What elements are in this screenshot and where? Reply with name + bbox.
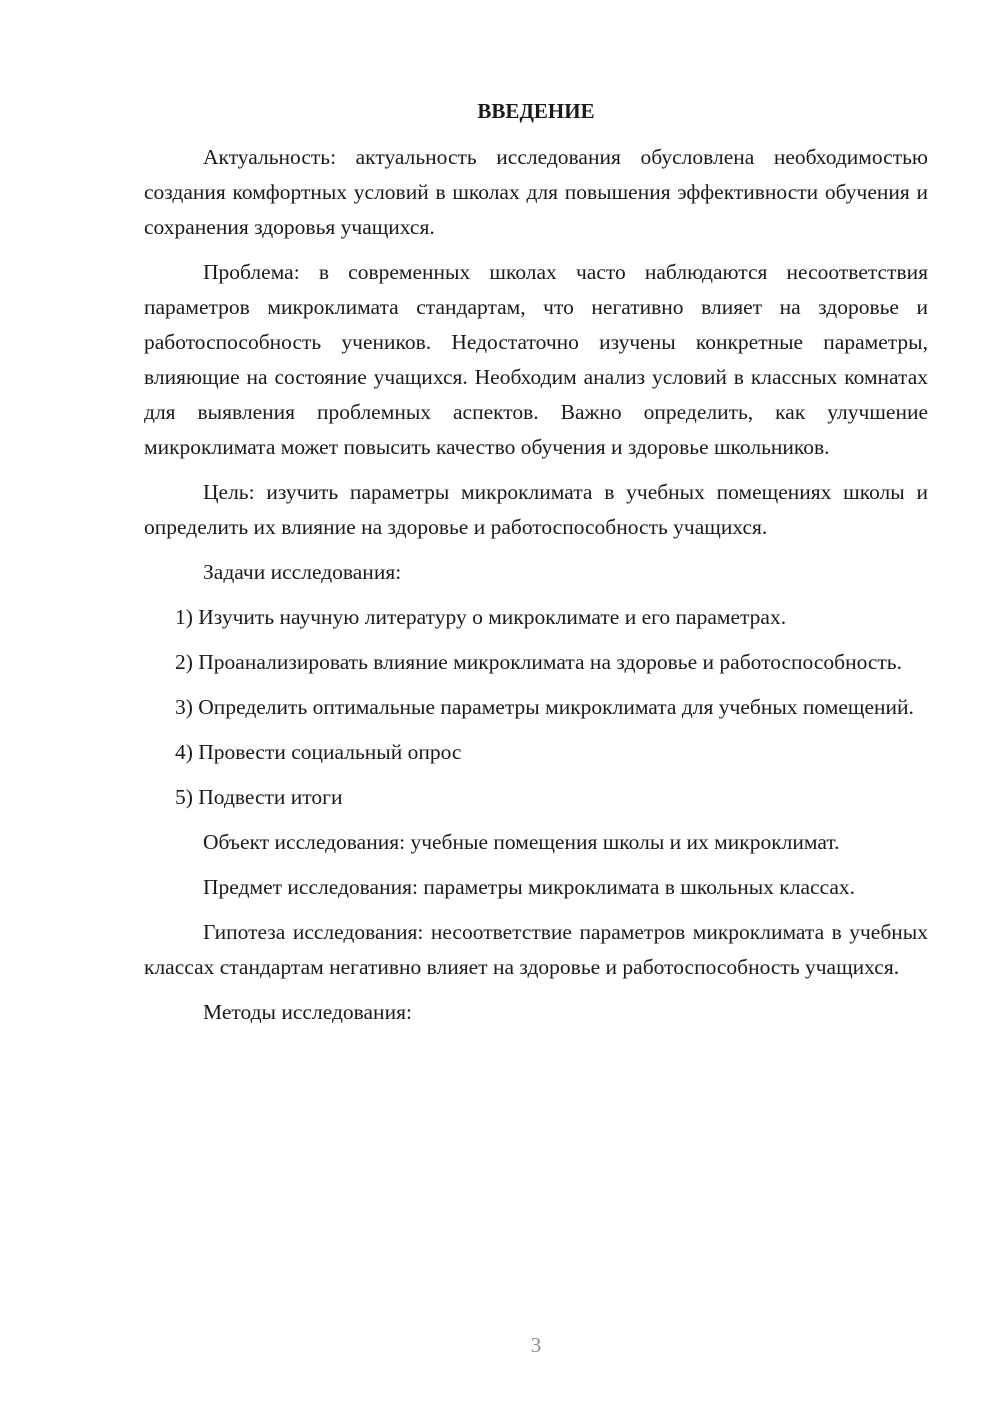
paragraph-object: Объект исследования: учебные помещения школы и их микроклимат.: [203, 830, 840, 854]
paragraph-hypothesis: Гипотеза исследования: несоответствие параметров микроклимата в учебных классах стандартам негативно влияет на здоровье и работоспособность учащихся.: [144, 920, 928, 979]
task-item-4: 4) Провести социальный опрос: [175, 740, 462, 764]
paragraph-methods: Методы исследования:: [203, 1000, 412, 1024]
task-item-2: 2) Проанализировать влияние микроклимата на здоровье и работоспособность.: [175, 650, 902, 674]
section-title: ВВЕДЕНИЕ: [477, 99, 595, 123]
paragraph-goal: Цель: изучить параметры микроклимата в учебных помещениях школы и определить их влияние на здоровье и работоспособность учащихся.: [144, 480, 928, 539]
page-content: [144, 96, 928, 1040]
task-item-3: 3) Определить оптимальные параметры микроклимата для учебных помещений.: [175, 695, 914, 719]
page-number: 3: [530, 1333, 542, 1357]
task-item-1: 1) Изучить научную литературу о микроклимате и его параметрах.: [175, 605, 787, 629]
paragraph-tasks-heading: Задачи исследования:: [203, 560, 402, 584]
paragraph-subject: Предмет исследования: параметры микроклимата в школьных классах.: [203, 875, 856, 899]
paragraph-problem: Проблема: в современных школах часто наблюдаются несоответствия параметров микроклимата стандартам, что негативно влияет на здоровье и работоспособность учеников. Недостаточно изучены конкретные параметры, влияющие на состояние учащихся. Необходим анализ условий в классных комнатах для выявления проблемных аспектов. Важно определить, как улучшение микроклимата может повысить качество обучения и здоровье школьников.: [144, 260, 928, 459]
paragraph-relevance: Актуальность: актуальность исследования обусловлена необходимостью создания комфортных условий в школах для повышения эффективности обучения и сохранения здоровья учащихся.: [144, 145, 928, 239]
task-item-5: 5) Подвести итоги: [175, 785, 343, 809]
